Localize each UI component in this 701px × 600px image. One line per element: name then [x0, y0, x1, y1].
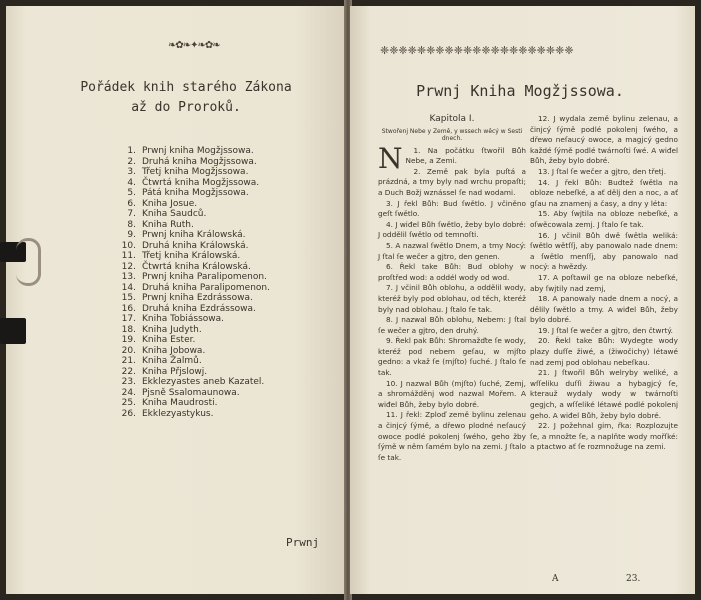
- book-list-item: [114, 314, 270, 325]
- book-list-item: [114, 262, 270, 273]
- verse: 3. J řekl Bůh: Bud ſwětlo. J včiněno geſt ſwětlo.: [378, 198, 526, 219]
- book-number: 4.: [127, 177, 136, 188]
- book-number: 12.: [121, 261, 136, 272]
- book-number: 21.: [121, 356, 136, 366]
- book-title: Kniha Saudců.: [142, 209, 207, 219]
- book-list-item: [114, 304, 270, 315]
- book-number: 20.: [121, 345, 136, 356]
- book-number: 14.: [121, 282, 136, 293]
- book-number: 11.: [121, 251, 136, 261]
- book-title: Kniha Přjslowj.: [142, 366, 208, 377]
- book-title: Pátá kniha Mogžjssowa.: [142, 188, 249, 198]
- book-number: 8.: [127, 219, 136, 230]
- book-title: Kniha Ester.: [142, 335, 196, 345]
- book-list-item: [114, 241, 270, 252]
- book-number: 22.: [121, 366, 136, 377]
- book-title: Pjsně Ssalomaunowa.: [142, 387, 240, 398]
- book-title: Třetj kniha Mogžjssowa.: [142, 167, 249, 177]
- book-list-item: [114, 209, 270, 220]
- ornament-header-band: ❈❈❈❈❈❈❈❈❈❈❈❈❈❈❈❈❈❈❈❈❈: [380, 44, 574, 57]
- verse: 21. J ſtwořil Bůh welryby weliké, a wſſeliku duſſi žiwau a hybagjcý ſe, kterauž wydaly wody w twárnoſti gegjch, a wſſeliké létawé podlé pokolenj geho. A wiđel Bůh, žeby bylo dobré.: [530, 368, 678, 420]
- verse: 4. J wiđel Bůh ſwětlo, žeby bylo dobré: J oddělil ſwětlo od temnoſti.: [378, 219, 526, 240]
- verse: 18. A panowaly nade dnem a nocý, a dělily ſwětlo a tmy. A wiđel Bůh, žeby bylo dobré.: [530, 294, 678, 325]
- verse: 12. J wydala země bylinu zelenau, a činjcý ſýmě podlé pokolenj ſwého, a dřewo neſaucý owoce, a magjcý gedno každé ſýmě podlé twárnoſti ſwé. A wiđel Bůh, žeby bylo dobré.: [530, 114, 678, 166]
- book-list-item: [114, 398, 270, 409]
- right-page: [350, 6, 695, 594]
- binder-clip-bottom: [0, 318, 26, 344]
- book-title: Prwnj kniha Paralipomenon.: [142, 272, 267, 282]
- book-list-item: [114, 293, 270, 304]
- verse: 14. J řekl Bůh: Budtež ſwětla na obloze nebeſké, a ať dělj den a noc, a ať gſau na znamenj a časy, a dny y léta:: [530, 177, 678, 208]
- chapter-heading: Kapitola I.: [429, 114, 475, 124]
- book-list: [114, 146, 270, 419]
- book-list-item: [114, 199, 270, 210]
- book-list-item: [114, 146, 270, 157]
- book-title: Ekklezyastykus.: [142, 408, 214, 419]
- right-page-title: Prwnj Kniha Mogžjssowa.: [416, 82, 624, 100]
- book-list-item: [114, 220, 270, 231]
- left-page-title: Pořádek knih starého Zákona: [80, 80, 292, 95]
- verse: 19. J ſtal ſe wečer a gjtro, den čtwrtý.: [538, 325, 673, 335]
- book-title: Čtwrtá kniha Mogžjssowa.: [142, 177, 260, 188]
- verse: 20. Řekl take Bůh: Wydegte wody plazy duſſe žiwé, a (žiwočichy) létawé nad zemj pod oblohau nebeſkau.: [530, 336, 678, 367]
- book-number: 25.: [121, 398, 136, 408]
- book-title: Prwnj kniha Králowská.: [142, 230, 246, 240]
- verse: 11. J řekl: Zploď země bylinu zelenau a činjcý ſýmě, a dřewo plodné neſaucý owoce podlé pokolenj ſwého, geho žby ſýmě w něm ſamém bylo na zemi. J ſtalo ſe tak.: [378, 410, 526, 462]
- verse: 1. Na počátku ſtwořil Bůh Nebe, a Zemi.: [405, 145, 526, 166]
- book-title: Druhá kniha Paralipomenon.: [142, 282, 270, 293]
- book-number: 24.: [121, 387, 136, 398]
- verse: 16. J včinil Bůh dwě ſwětla weliká: ſwětlo wětſſj, aby panowalo nade dnem: a ſwětlo menſſj, aby panowalo nad nocý: a hwězdy.: [530, 230, 678, 272]
- book-list-item: [114, 346, 270, 357]
- book-number: 5.: [127, 188, 136, 198]
- book-number: 10.: [121, 240, 136, 251]
- book-title: Druhá kniha Ezdrássowa.: [142, 303, 256, 314]
- book-list-item: [114, 251, 270, 262]
- book-number: 9.: [127, 230, 136, 240]
- book-list-item: [114, 356, 270, 367]
- book-number: 18.: [121, 324, 136, 335]
- book-list-item: [114, 188, 270, 199]
- book-number: 2.: [127, 156, 136, 167]
- left-page: [6, 6, 346, 594]
- book-title: Čtwrtá kniha Králowská.: [142, 261, 251, 272]
- binder-clip-ring: [16, 238, 41, 286]
- book-title: Třetj kniha Králowská.: [142, 251, 241, 261]
- drop-cap: N: [378, 141, 403, 175]
- book-title: Prwnj kniha Mogžjssowa.: [142, 146, 254, 156]
- right-column: [530, 114, 678, 453]
- verse: 9. Řekl pak Bůh: Shromažďte ſe wody, kteréž pod nebem geſau, w mjſto gedno: a vkaž ſe (mjſto) ſuché. J ſtalo ſe tak.: [378, 336, 526, 378]
- signature-mark: A: [552, 574, 559, 584]
- book-title: Kniha Josue.: [142, 198, 198, 209]
- book-list-item: [114, 157, 270, 168]
- column-two-text: [530, 114, 678, 453]
- verse: 7. J včinil Bůh oblohu, a oddělil wody, kteréž byly pod oblohau, od těch, kteréž byly nad oblohau. J ſtalo ſe tak.: [378, 283, 526, 314]
- book-title: Kniha Ruth.: [142, 219, 194, 230]
- book-number: 15.: [121, 293, 136, 303]
- book-title: Druhá kniha Králowská.: [142, 240, 249, 251]
- book-number: 6.: [127, 198, 136, 209]
- book-list-item: [114, 167, 270, 178]
- chapter-summary: Stwořenj Nebe y Země, y wssech wěcý w Sesti dnech.: [381, 127, 523, 142]
- left-page-subtitle: až do Proroků.: [131, 100, 241, 115]
- book-list-item: [114, 178, 270, 189]
- verse: 13. J ſtal ſe wečer a gjtro, den třetj.: [538, 166, 667, 176]
- verse: 2. Země pak byla puſtá a prázdná, a tmy byly nad wrchu propaſti; a Duch Božj wznássel ſe nad wodami.: [378, 166, 526, 197]
- book-title: Druhá kniha Mogžjssowa.: [142, 156, 257, 167]
- book-list-item: [114, 230, 270, 241]
- book-number: 26.: [121, 408, 136, 419]
- ornament-header: ❧✿❧✦❧✿❧: [168, 40, 220, 51]
- book-number: 1.: [127, 146, 136, 156]
- book-number: 23.: [121, 377, 136, 387]
- book-number: 3.: [127, 167, 136, 177]
- book-list-item: [114, 367, 270, 378]
- book-list-item: [114, 272, 270, 283]
- verse: 8. J nazwal Bůh oblohu, Nebem: J ſtal ſe wečer a gjtro, den druhý.: [378, 315, 526, 335]
- verse: 10. J nazwal Bůh (mjſto) ſuché, Zemj, a shromážděnj wod nazwal Mořem. A wiđel Bůh, žeby bylo dobré.: [378, 378, 526, 409]
- book-list-item: [114, 335, 270, 346]
- book-number: 7.: [127, 209, 136, 219]
- verse: 5. A nazwal ſwětlo Dnem, a tmy Nocý: J ſtal ſe wečer a gjtro, den genen.: [378, 240, 526, 261]
- page-number: 23.: [626, 574, 641, 584]
- book-list-item: [114, 388, 270, 399]
- book-list-item: [114, 377, 270, 388]
- book-list-item: [114, 325, 270, 336]
- book-title: Kniha Jobowa.: [142, 345, 206, 356]
- book-title: Kniha Tobiássowa.: [142, 314, 225, 324]
- book-title: Kniha Judyth.: [142, 324, 202, 335]
- verse: 22. J požehnal gim, řka: Rozplozujte ſe, a množte ſe, a naplňte wody mořſké: a ptactwo ať ſe rozmnožuge na zemi.: [530, 421, 678, 452]
- book-list-item: [114, 283, 270, 294]
- book-number: 17.: [121, 314, 136, 324]
- book-title: Kniha Žalmů.: [142, 356, 202, 366]
- verse: 6. Řekl take Bůh: Bud oblohy w proſtřed wod: a oddél wody od wod.: [378, 262, 526, 282]
- book-title: Prwnj kniha Ezdrássowa.: [142, 293, 253, 303]
- left-column: [378, 114, 526, 463]
- book-number: 16.: [121, 303, 136, 314]
- catchword: Prwnj: [286, 536, 320, 549]
- verse: 15. Aby ſwjtila na obloze nebeſké, a oſwěcowala zemj. J ſtalo ſe tak.: [530, 209, 678, 229]
- verse: 17. A poſtawil ge na obloze nebeſké, aby ſwjtily nad zemj,: [530, 272, 678, 293]
- book-number: 19.: [121, 335, 136, 345]
- book-number: 13.: [121, 272, 136, 282]
- book-title: Ekklezyastes aneb Kazatel.: [142, 377, 265, 387]
- column-one-text: [378, 141, 526, 464]
- book-title: Kniha Maudrosti.: [142, 398, 218, 408]
- book-list-item: [114, 409, 270, 420]
